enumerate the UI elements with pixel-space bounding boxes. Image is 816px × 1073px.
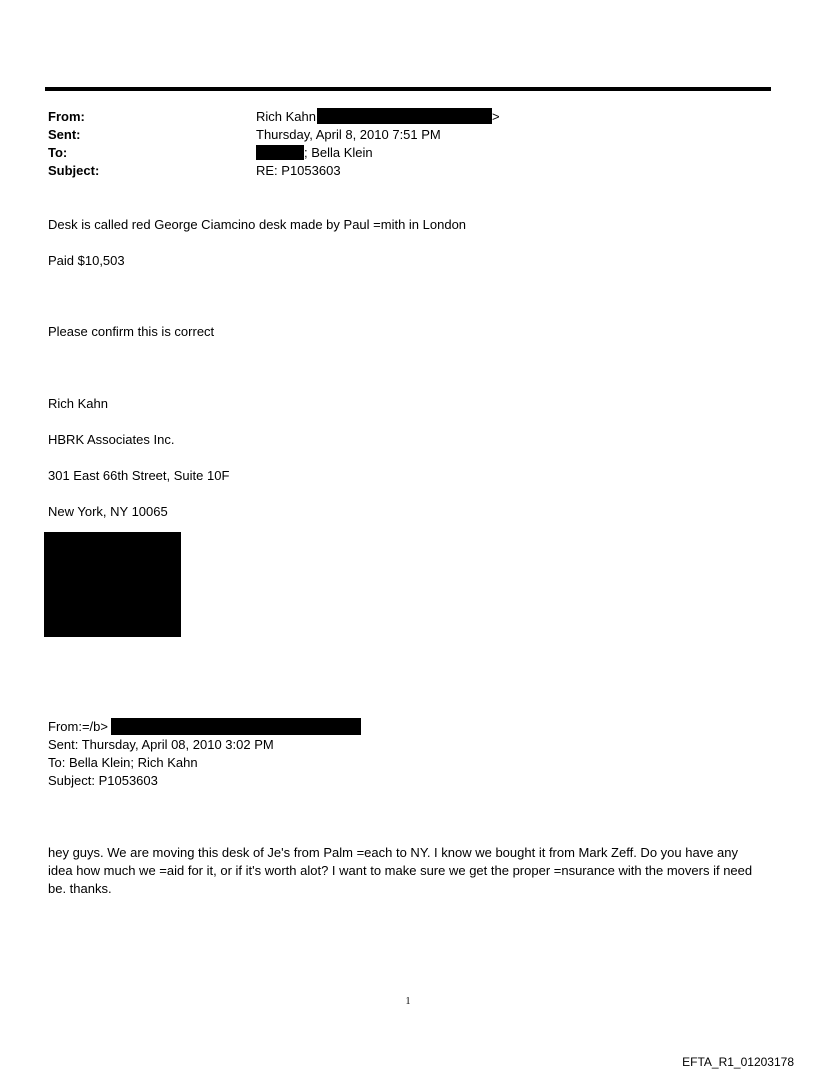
redaction-quoted-sender (111, 718, 361, 735)
quoted-subject: Subject: P1053603 (48, 773, 158, 788)
redaction-to-recipient (256, 145, 304, 160)
body-line-paid: Paid $10,503 (48, 253, 125, 268)
header-rule (45, 87, 771, 91)
signature-company: HBRK Associates Inc. (48, 432, 175, 447)
quoted-message: hey guys. We are moving this desk of Je's from Palm =each to NY. I know we bought it from Mark Zeff. Do you have any idea how much we =aid for it, or if it's worth alot? I want to make sure we get the proper =nsurance with the movers if need be. thanks. (48, 845, 753, 896)
from-value: Rich Kahn (256, 109, 316, 124)
document-id: EFTA_R1_01203178 (682, 1055, 794, 1069)
subject-value: RE: P1053603 (256, 163, 341, 178)
quoted-sent: Sent: Thursday, April 08, 2010 3:02 PM (48, 737, 274, 752)
quoted-to: To: Bella Klein; Rich Kahn (48, 755, 198, 770)
signature-name: Rich Kahn (48, 396, 108, 411)
body-line-confirm: Please confirm this is correct (48, 324, 215, 339)
redaction-signature-block (44, 532, 181, 637)
page-number: 1 (405, 996, 411, 1007)
redaction-from-email (317, 108, 492, 124)
from-label: From: (48, 109, 85, 124)
sent-label: Sent: (48, 127, 81, 142)
body-line-desk: Desk is called red George Ciamcino desk made by Paul =mith in London (48, 217, 467, 232)
signature-address-1: 301 East 66th Street, Suite 10F (48, 468, 230, 483)
subject-label: Subject: (48, 163, 100, 178)
signature-address-2: New York, NY 10065 (48, 504, 168, 519)
quoted-from: From:=/b> (48, 719, 108, 734)
from-value-trail: > (492, 109, 500, 124)
sent-value: Thursday, April 8, 2010 7:51 PM (256, 127, 441, 142)
to-label: To: (48, 145, 68, 160)
to-value: ; Bella Klein (304, 145, 373, 160)
